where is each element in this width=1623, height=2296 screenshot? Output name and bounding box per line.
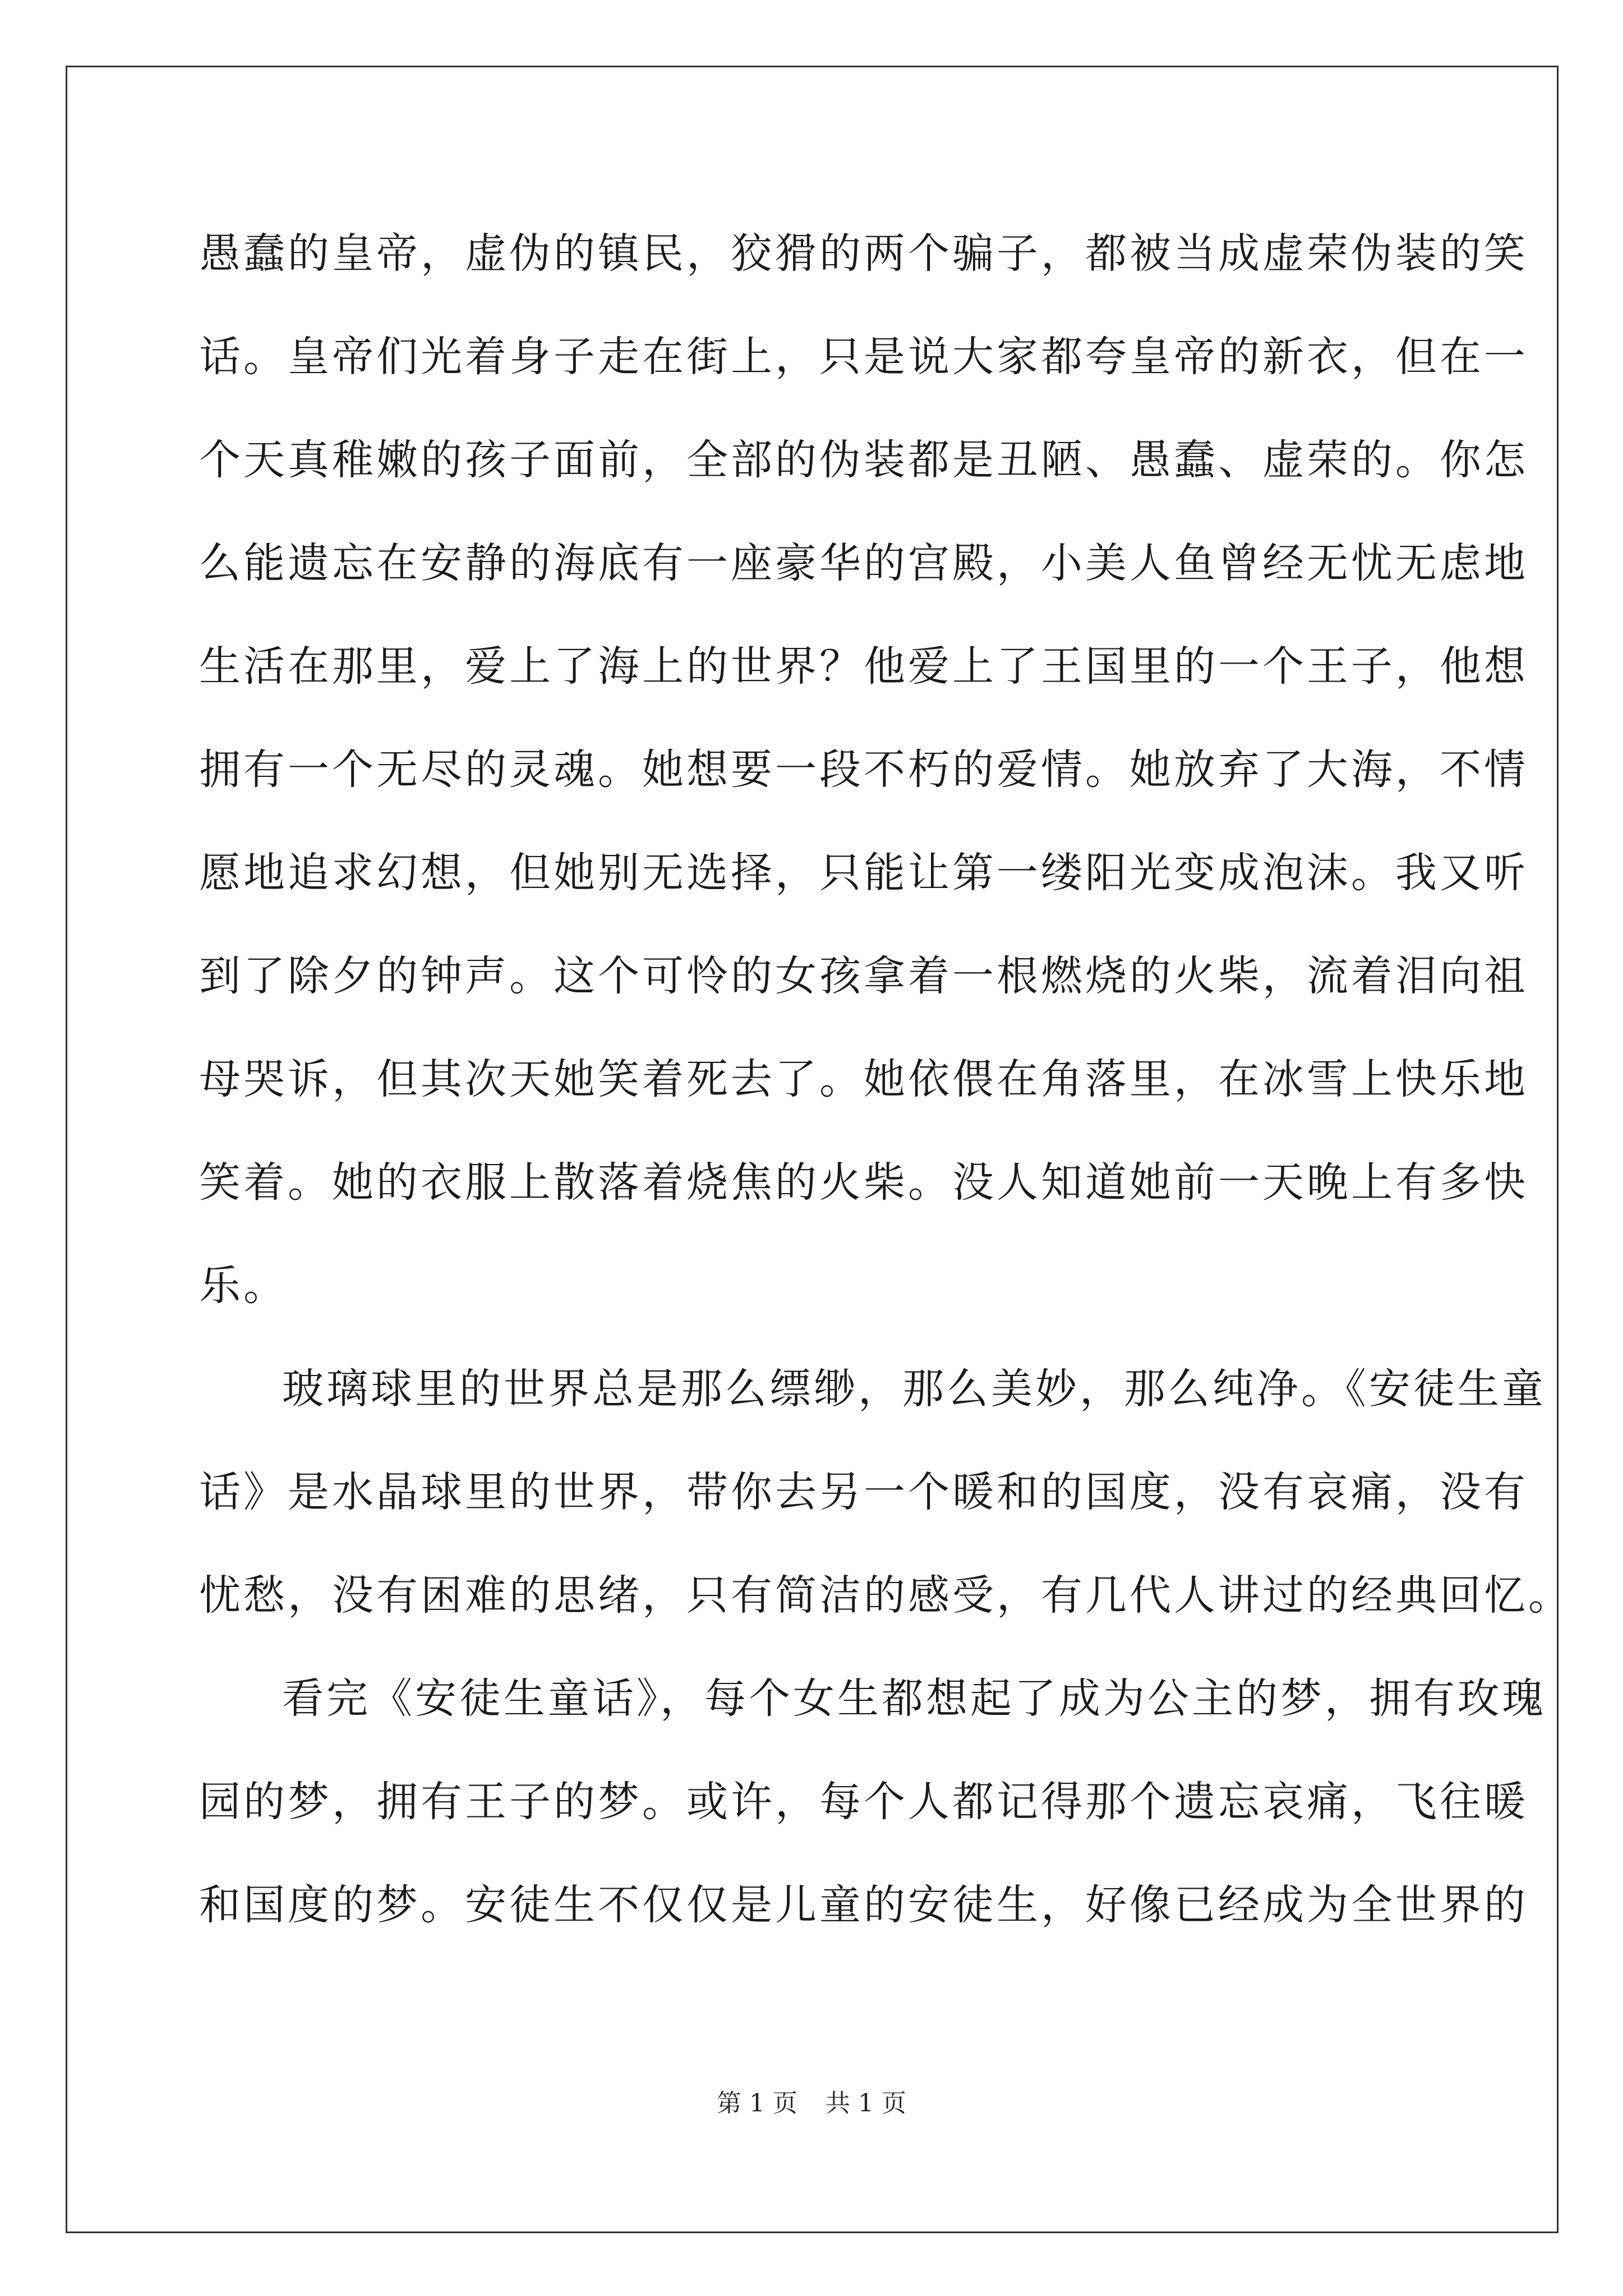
text-line-11: 乐。 [199,1262,288,1310]
text-line-17: 和国度的梦。安徒生不仅仅是儿童的安徒生，好像已经成为全世界的 [199,1881,1528,1929]
page-total: 共 1 页 [826,2089,906,2118]
text-line-6: 拥有一个无尽的灵魂。她想要一段不朽的爱情。她放弃了大海，不情 [199,746,1528,794]
text-line-12: 玻璃球里的世界总是那么缥缈，那么美妙，那么纯净。《安徒生童 [282,1365,1546,1413]
text-line-16: 园的梦，拥有王子的梦。或许，每个人都记得那个遗忘哀痛，飞往暖 [199,1778,1528,1826]
page-footer [0,2087,1623,2120]
page-number: 第 1 页 [717,2089,797,2118]
text-line-9: 母哭诉，但其次天她笑着死去了。她依偎在角落里，在冰雪上快乐地 [199,1055,1528,1103]
text-line-5: 生活在那里，爱上了海上的世界？他爱上了王国里的一个王子，他想 [199,642,1528,691]
text-line-3: 个天真稚嫩的孩子面前，全部的伪装都是丑陋、愚蠢、虚荣的。你怎 [199,436,1528,484]
text-line-8: 到了除夕的钟声。这个可怜的女孩拿着一根燃烧的火柴，流着泪向祖 [199,952,1528,1000]
text-line-4: 么能遗忘在安静的海底有一座豪华的宫殿，小美人鱼曾经无忧无虑地 [199,539,1528,587]
text-line-14: 忧愁，没有困难的思绪，只有简洁的感受，有几代人讲过的经典回忆。 [199,1571,1573,1619]
text-line-7: 愿地追求幻想，但她别无选择，只能让第一缕阳光变成泡沫。我又听 [199,849,1528,897]
text-line-10: 笑着。她的衣服上散落着烧焦的火柴。没人知道她前一天晚上有多快 [199,1158,1528,1207]
text-line-1: 愚蠢的皇帝，虚伪的镇民，狡猾的两个骗子，都被当成虚荣伪装的笑 [199,229,1528,278]
document-body [199,202,1573,1957]
text-line-2: 话。皇帝们光着身子走在街上，只是说大家都夸皇帝的新衣，但在一 [199,333,1528,381]
text-line-13: 话》是水晶球里的世界，带你去另一个暖和的国度，没有哀痛，没有 [199,1468,1528,1516]
text-line-15: 看完《安徒生童话》，每个女生都想起了成为公主的梦，拥有玫瑰 [282,1674,1546,1723]
